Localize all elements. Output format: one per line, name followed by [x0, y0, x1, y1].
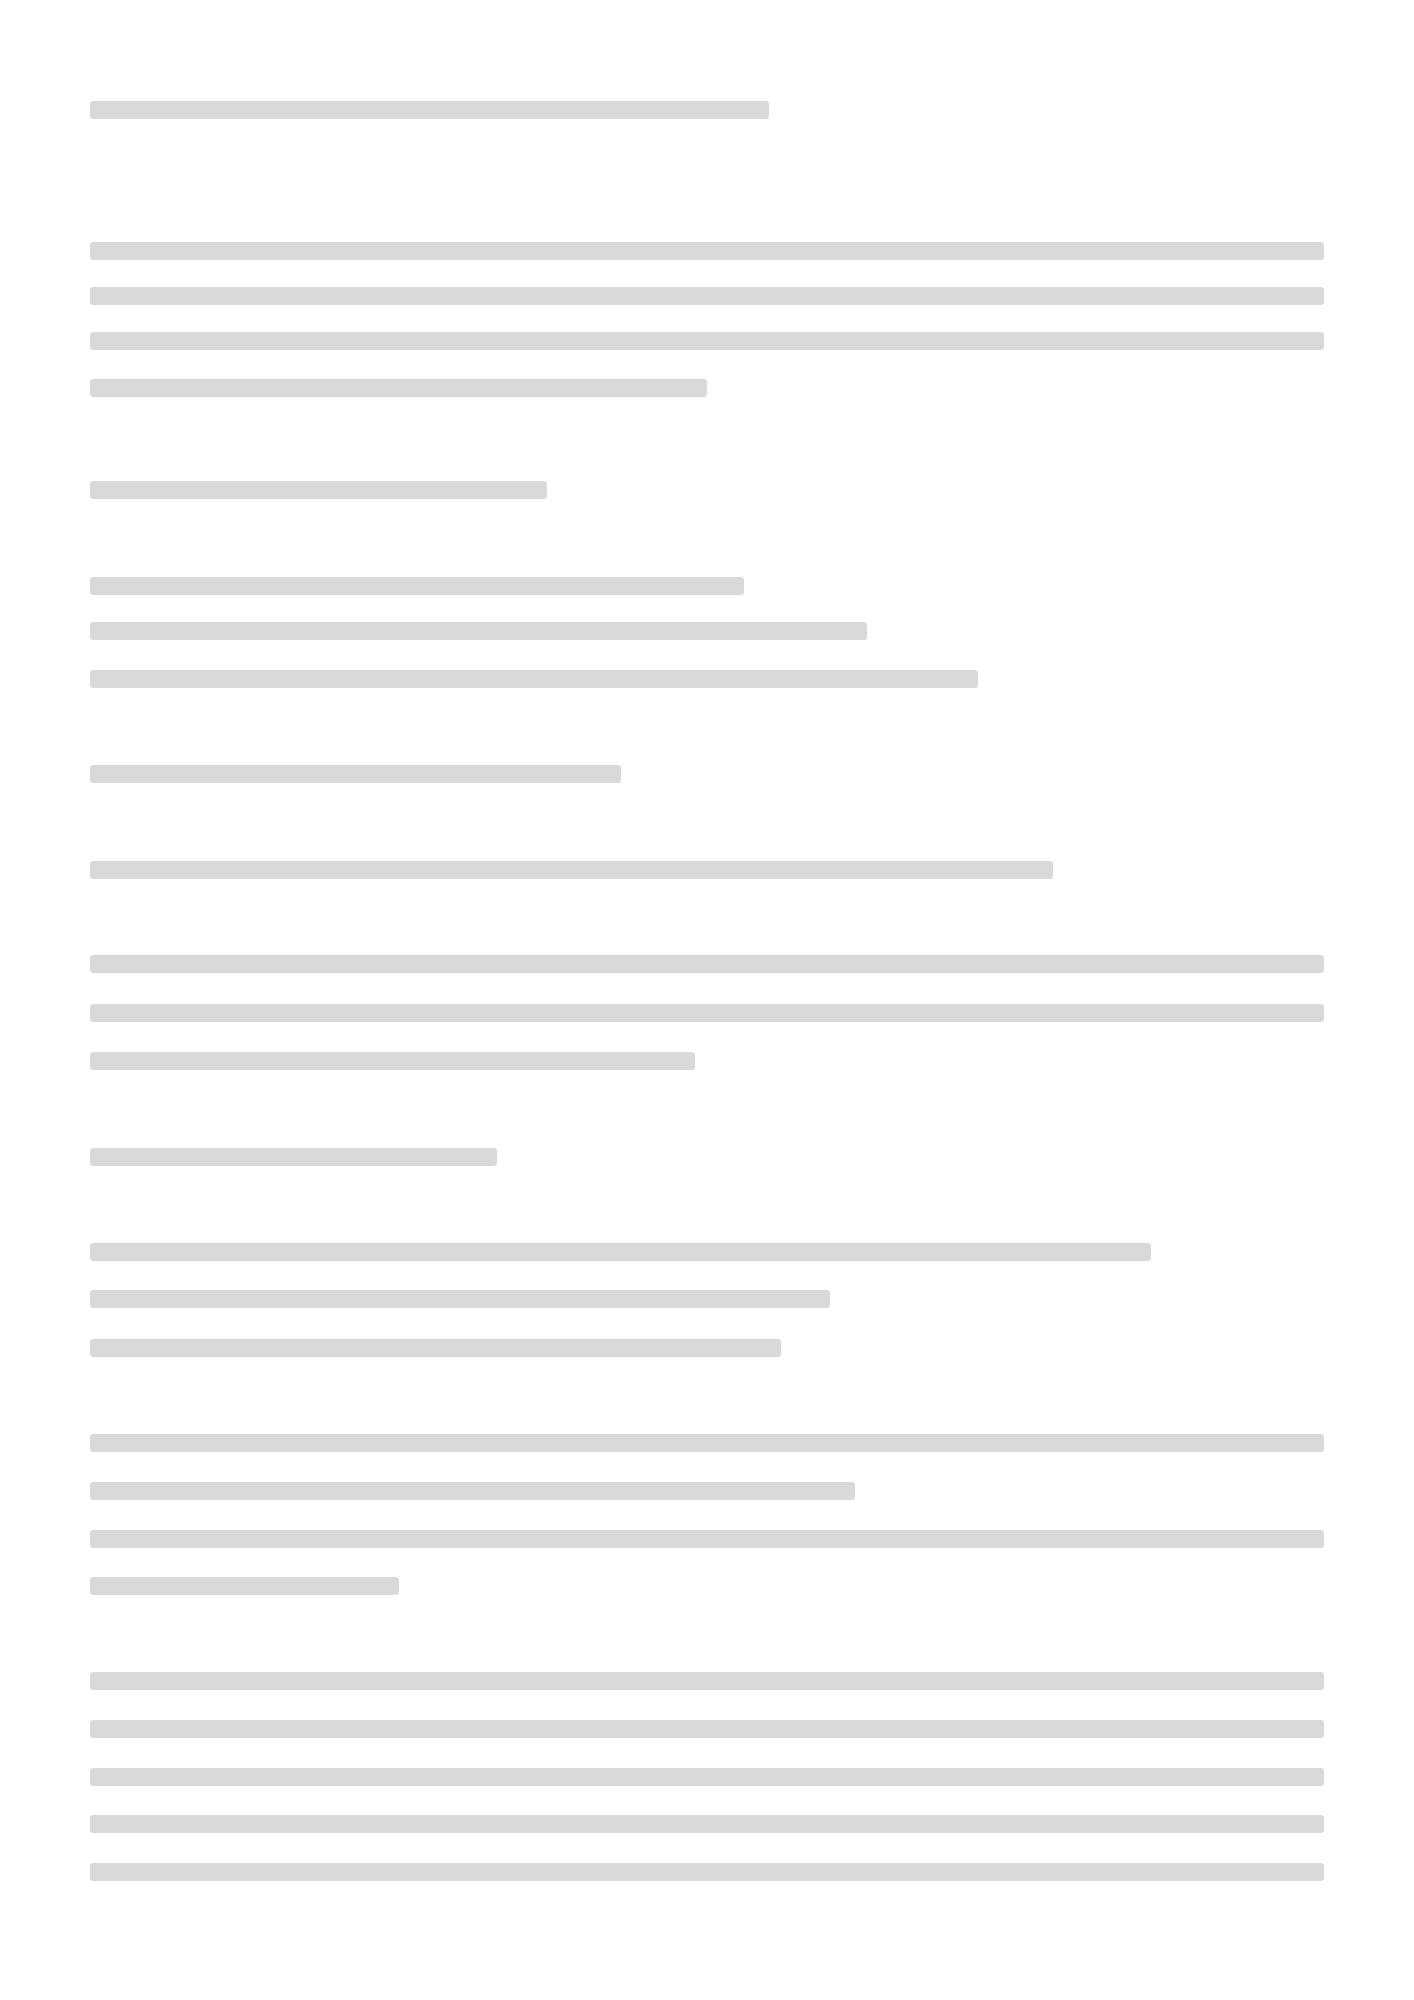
redacted-text-line: [90, 955, 1324, 973]
redacted-text-line: [90, 577, 744, 595]
redacted-text-line: [90, 242, 1324, 260]
redacted-text-line: [90, 765, 621, 783]
redacted-text-line: [90, 1672, 1324, 1690]
redacted-text-line: [90, 379, 707, 397]
redacted-text-line: [90, 1004, 1324, 1022]
redacted-text-line: [90, 1482, 855, 1500]
redacted-text-line: [90, 481, 547, 499]
redacted-text-line: [90, 1339, 781, 1357]
redacted-text-line: [90, 1815, 1324, 1833]
redacted-text-line: [90, 1577, 399, 1595]
redacted-text-line: [90, 1530, 1324, 1548]
redacted-text-line: [90, 1720, 1324, 1738]
redacted-text-line: [90, 1290, 830, 1308]
redacted-text-line: [90, 622, 867, 640]
redacted-text-line: [90, 287, 1324, 305]
redacted-text-line: [90, 1148, 497, 1166]
redacted-text-line: [90, 861, 1053, 879]
redacted-text-line: [90, 332, 1324, 350]
redacted-text-line: [90, 1434, 1324, 1452]
redacted-text-line: [90, 1052, 695, 1070]
redacted-text-line: [90, 1768, 1324, 1786]
redacted-text-line: [90, 101, 769, 119]
redacted-text-line: [90, 670, 978, 688]
redacted-text-line: [90, 1243, 1151, 1261]
redacted-text-line: [90, 1863, 1324, 1881]
